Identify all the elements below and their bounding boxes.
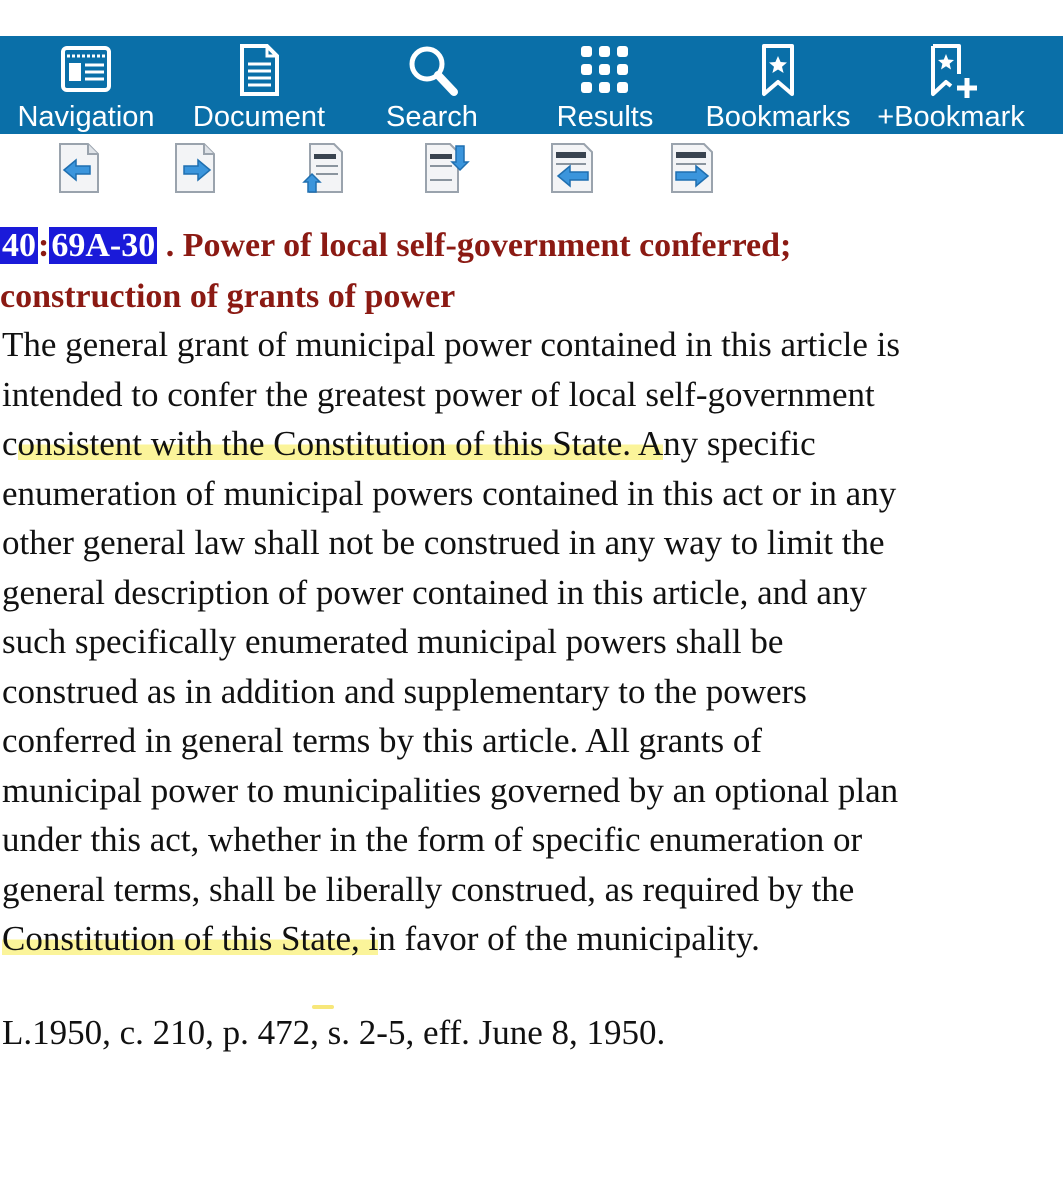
add-bookmark-button[interactable] [863,36,1039,134]
body-line [2,419,1060,469]
previous-page-icon [50,140,106,196]
section-number-chip[interactable]: 69A-30 [51,227,156,264]
previous-hit-icon [296,140,352,196]
bookmark-icon [748,40,808,100]
section-heading [0,220,1063,322]
body-line: conferred in general terms by this article. All grants of [2,721,763,760]
previous-hit-button[interactable] [296,140,352,196]
bookmarks-button[interactable] [693,36,863,134]
body-line [2,914,1060,964]
add-bookmark-label: +Bookmark [877,101,1025,133]
body-line: general terms, shall be liberally construed, as required by the [2,869,855,909]
navigation-arrows-row [0,140,1063,200]
heading-line-2: construction of grants of power [0,278,456,315]
navigation-icon [56,40,116,100]
navigation-label: Navigation [17,101,155,133]
main-toolbar [0,36,1063,134]
next-hit-icon [416,140,472,196]
body-line: general description of power contained in this article, and any [2,572,867,612]
body-text-fragment: ny specific [663,424,816,463]
heading-title-text: . Power of local self-government conferred; [165,227,792,264]
add-bookmark-icon [921,40,981,100]
previous-document-button[interactable] [544,140,600,196]
previous-document-icon [544,140,600,196]
title-number-chip[interactable]: 40 [2,227,36,264]
body-line: intended to confer the greatest power of local self-government [2,374,875,414]
body-line: municipal power to municipalities governed by an optional plan [2,770,899,810]
results-button[interactable] [545,36,665,134]
document-label: Document [192,101,326,133]
results-label: Results [556,101,654,133]
highlighted-text: onsistent with the Constitution of this State. A [17,424,664,463]
heading-line-1 [0,220,1063,271]
previous-page-button[interactable] [50,140,106,196]
search-label: Search [386,101,478,133]
body-line: other general law shall not be construed in any way to limit the [2,523,885,562]
bookmarks-label: Bookmarks [705,101,851,133]
document-icon [229,40,289,100]
body-line: construed as in addition and supplementary to the powers [2,671,807,711]
heading-colon: : [38,227,50,264]
search-button[interactable] [362,36,502,134]
search-icon [402,40,462,100]
body-line: such specifically enumerated municipal powers shall be [2,622,784,661]
document-button[interactable] [176,36,342,134]
results-grid-icon [575,40,635,100]
section-body [2,320,1060,964]
body-line: under this act, whether in the form of specific enumeration or [2,820,863,859]
body-line: enumeration of municipal powers contained in this act or in any [2,473,897,513]
body-text-fragment: n favor of the municipality. [378,919,760,958]
body-text-fragment: c [2,424,18,463]
highlighted-text: Constitution of this State, i [2,919,379,958]
next-page-button[interactable] [166,140,222,196]
next-page-icon [166,140,222,196]
next-hit-button[interactable] [416,140,472,196]
next-document-button[interactable] [664,140,720,196]
next-document-icon [664,140,720,196]
body-line: The general grant of municipal power contained in this article is [2,325,901,364]
navigation-button[interactable] [0,36,172,134]
source-citation: L.1950, c. 210, p. 472, s. 2-5, eff. June 8, 1950. [2,1013,666,1052]
